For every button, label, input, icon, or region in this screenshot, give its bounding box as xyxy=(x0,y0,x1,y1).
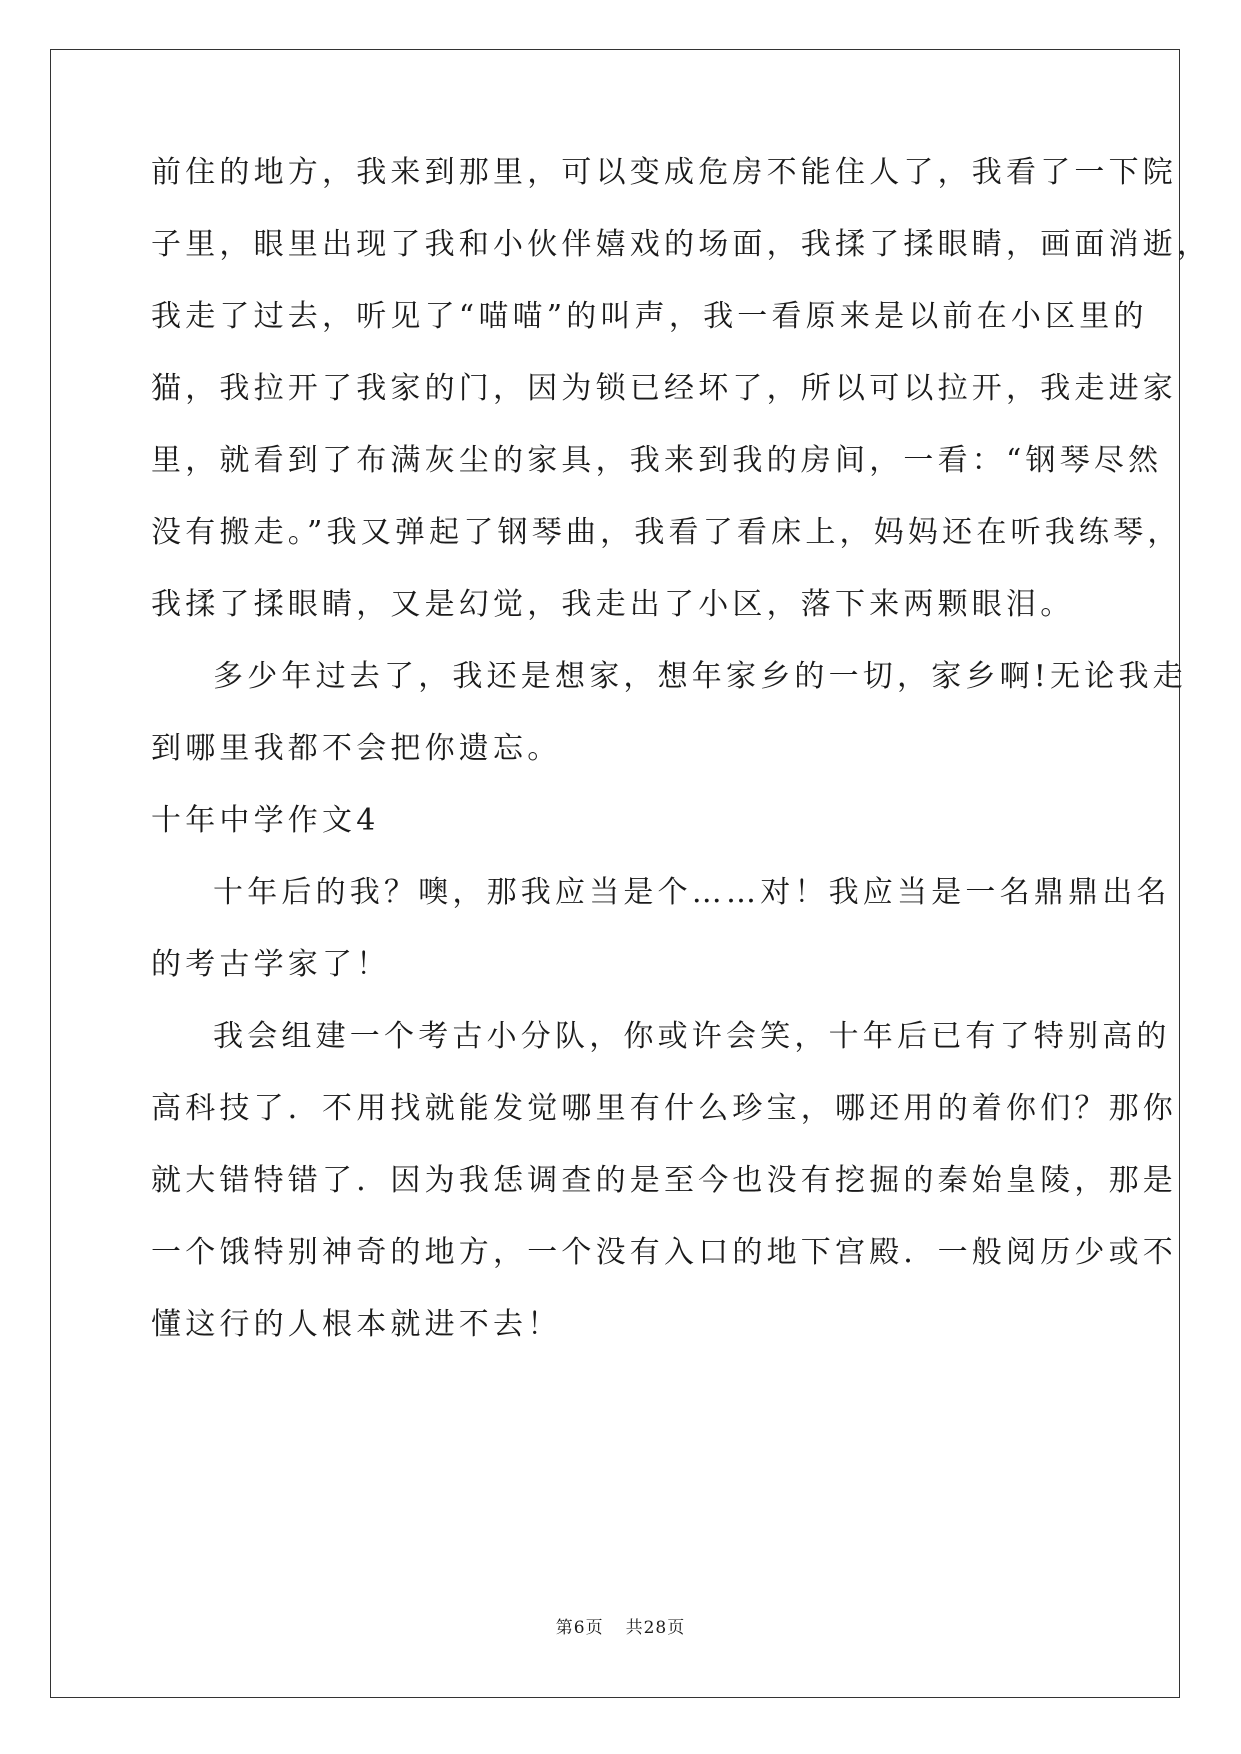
body-text-line: 我会组建一个考古小分队，你或许会笑，十年后已有了特别高的 xyxy=(213,1019,1171,1054)
page-footer xyxy=(0,1613,1241,1638)
body-text-line: 到哪里我都不会把你遗忘。 xyxy=(151,731,562,766)
body-text-line: 高科技了．不用找就能发觉哪里有什么珍宝，哪还用的着你们？那你 xyxy=(151,1091,1177,1126)
body-text-line: 我揉了揉眼睛，又是幻觉，我走出了小区，落下来两颗眼泪。 xyxy=(151,587,1075,622)
page-number: 第6页 xyxy=(555,1618,604,1638)
body-text-line: 没有搬走。”我又弹起了钢琴曲，我看了看床上，妈妈还在听我练琴， xyxy=(151,515,1182,550)
body-text-line: 我走了过去，听见了“喵喵”的叫声，我一看原来是以前在小区里的 xyxy=(151,299,1148,334)
body-text-line: 就大错特错了．因为我恁调查的是至今也没有挖掘的秦始皇陵，那是 xyxy=(151,1163,1177,1198)
body-text-line: 多少年过去了，我还是想家，想年家乡的一切，家乡啊!无论我走 xyxy=(213,659,1187,694)
body-text-line: 前住的地方，我来到那里，可以变成危房不能住人了，我看了一下院 xyxy=(151,155,1177,190)
section-heading: 十年中学作文4 xyxy=(151,803,380,838)
page-total: 共28页 xyxy=(625,1618,686,1638)
body-text-line: 懂这行的人根本就进不去！ xyxy=(151,1307,562,1342)
body-text-line: 的考古学家了！ xyxy=(151,947,391,982)
body-text-line: 十年后的我？噢，那我应当是个……对！我应当是一名鼎鼎出名 xyxy=(213,875,1171,910)
body-text-line: 里，就看到了布满灰尘的家具，我来到我的房间，一看：“钢琴尽然 xyxy=(151,443,1163,478)
body-text-line: 子里，眼里出现了我和小伙伴嬉戏的场面，我揉了揉眼睛，画面消逝， xyxy=(151,227,1212,262)
body-text-line: 猫，我拉开了我家的门，因为锁已经坏了，所以可以拉开，我走进家 xyxy=(151,371,1177,406)
page-frame xyxy=(50,49,1180,1698)
body-text-line: 一个饿特别神奇的地方，一个没有入口的地下宫殿．一般阅历少或不 xyxy=(151,1235,1177,1270)
